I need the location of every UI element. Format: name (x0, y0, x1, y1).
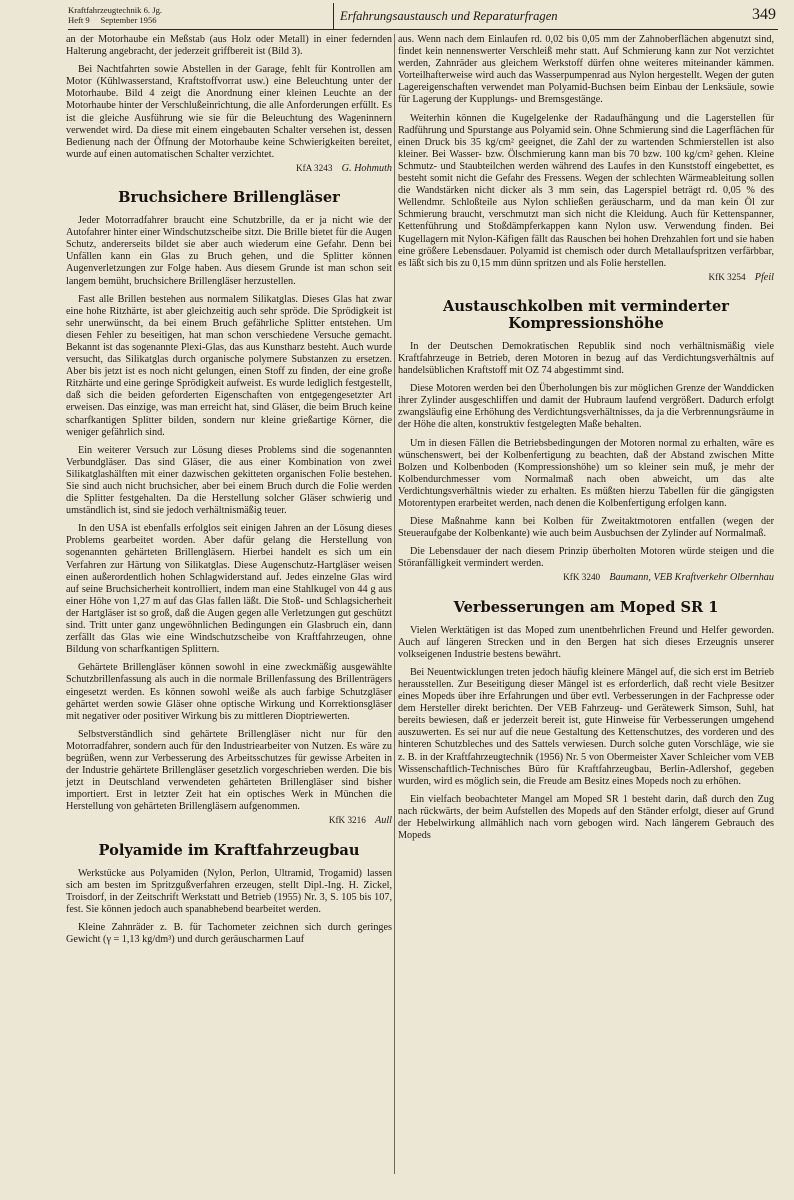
paragraph (398, 341, 774, 377)
paragraph (66, 523, 392, 656)
author-name: Aull (375, 815, 392, 827)
paragraph-text: Fast alle Brillen bestehen aus normalem Silikatglas. Dieses Glas hat zwar eine hohe Ritzhärte, ist aber gleichzeitig auch sehr spröde. Die Sprödigkeit ist sehr unerwünscht, da bei einem Bruch gefährliche Splitter entstehen. Um diesen Fehler zu beseitigen, hat man schon verschiedene Versuche gemacht. Bekannt ist das sogenannte Plexi-Glas, das aus Kunstharz besteht. Auch wurde versucht, das Silikatglas durch organische polymere Substanzen zu ersetzen. Aber bis jetzt ist es noch nicht gelungen, einen Stoff zu finden, der eine große Ritzhärte und eine geringe Sprödigkeit aufweist. Es wurde lediglich festgestellt, daß sich die beiden geforderten Eigenschaften von entgegengesetzter Art erweisen. Das einzige, was man erreicht hat, sind Gläser, die beim Bruch keine scharfkantigen Splitter bilden, sondern nur kleine grießartige Körner, die weniger gefährlich sind. (66, 293, 392, 438)
paragraph-text: Gehärtete Brillengläser können sowohl in eine zweckmäßig ausgewählte Schutzbrillenfassung als auch in die normale Brillenfassung des Brillenträgers eingesetzt werden. Es können sowohl weiße als auch farbige Schutzgläser gehärtet werden sowie Gläser ohne optische Wirkung und Korrektionsgläser mit negativer oder positiver Wirkung bis zu mittleren Dioptriewerten. (66, 662, 392, 722)
paragraph-text: Ein vielfach beobachteter Mangel am Moped SR 1 besteht darin, daß durch den Zug nach rückwärts, der beim Aufstellen des Mopeds auf den Ständer erfolgt, dieser auf Grund der Hebelwirkung allmählich nach vorn gebogen wird. Nach längerem Gebrauch des Mopeds (398, 793, 774, 842)
paragraph (398, 667, 774, 788)
journal-info (68, 5, 162, 25)
paragraph (66, 922, 392, 946)
paragraph-text: Weiterhin können die Kugelgelenke der Radaufhängung und die Lagerstellen für Radführung und Spurstange aus Polyamid sein. Ohne Schmierung sind die Lagerflächen für einen Druck bis 35 kg/cm² geeignet, die Zahl der zu wartenden Schmierstellen ist also kleiner. Bei Wasser- bzw. Ölschmierung kann man bis 70 bzw. 100 kg/cm² gehen. Kleine Schmutz- und Staubteilchen werden während des Laufes in den Kunststoff eingebettet, es besteht somit nicht die Gefahr des Fressens. Wegen der schlechten Wärmeableitung sollen die Wandstärken nicht dicker als 3 mm sein, das Lagerspiel beträgt rd. 0,05 % des Wellendmr. Schloßteile aus Nylon schließen geräuscharm, und da man kein Öl zur Schmierung braucht, verschmutzt man sich nicht die Kleidung. Auch für Kettenspanner, Kettenführung und Stoßdämpferkappen kann Nylon usw. Verwendung finden. Bei Kugellagern mit Nylon-Käfigen fällt das Rauschen bei hohen Drehzahlen fort und sie haben eine größere Lebensdauer. Polyamid ist chemisch oder durch Metallaufspritzen verfärbbar, es läßt sich bis zu 0,15 mm dünn spritzen und als Folie herstellen. (398, 112, 774, 269)
article-code: KfA 3243 (295, 162, 333, 173)
journal-line-1: Kraftfahrzeugtechnik 6. Jg. (68, 5, 163, 15)
paragraph (66, 445, 392, 518)
article-code: KfK 3254 (708, 271, 746, 282)
paragraph-text: an der Motorhaube ein Meßstab (aus Holz oder Metall) in einer federnden Halterung angebracht, der jederzeit griffbereit ist (Bild 3). (66, 34, 392, 58)
article-heading: Bruchsichere Brillengläser (118, 189, 340, 207)
paragraph (66, 868, 392, 916)
paragraph (66, 34, 392, 58)
paragraph-text: Kleine Zahnräder z. B. für Tachometer zeichnen sich durch geringes Gewicht (γ = 1,13 kg/dm³) und durch geräuscharmen Lauf (66, 921, 392, 945)
paragraph-text: Um in diesen Fällen die Betriebsbedingungen der Motoren normal zu erhalten, wäre es wünschenswert, bei der Kolbenfertigung zu beachten, daß der Abstand zwischen Mitte Bolzen und Kolbenboden (Kompressionshöhe) um so kleiner sein muß, je mehr der Kolbendurchmesser vom Normalmaß nach oben abweicht, um das alte Verdichtungsverhältnis wieder zu erhalten. Es müßten hierzu Tabellen für die gängigsten Motorentypen erarbeitet werden, nach denen die Kolbenfertigung erfolgen kann. (398, 437, 774, 509)
author-signature (398, 571, 774, 584)
paragraph-text: Diese Maßnahme kann bei Kolben für Zweitaktmotoren entfallen (wegen der Steueraufgabe der Kolbenkante) wie auch beim Ausbuchsen der Zylinder auf Normalmaß. (398, 516, 774, 540)
paragraph (398, 34, 774, 107)
paragraph (398, 383, 774, 431)
page-number: 349 (752, 6, 776, 23)
paragraph-text: Diese Motoren werden bei den Überholungen bis zur möglichen Grenze der Wanddicken ihrer Zylinder ausgeschliffen und damit der Hubraum laufend vergrößert. Dadurch erfolgt zwangsläufig eine Erhöhung des Verdichtungsverhältnisses, da ja die Verbrennungsräume in der Höhe die alten, konstruktiv festgelegten Maße behalten. (398, 383, 774, 431)
paragraph (398, 794, 774, 842)
paragraph-text: In den USA ist ebenfalls erfolglos seit einigen Jahren an der Lösung dieses Problems gearbeitet worden. Aber dafür gelang die Herstellung von sogenannten gehärteten Brillengläsern. Hierbei handelt es sich um ein Verfahren zur Härtung von Silikatglas. Diese Augenschutz-Hartgläser weisen einen außerordentlich hohen Schlagwiderstand auf. Jedes einzelne Glas wird auf seine Bruchsicherheit kontrolliert, indem man eine Stahlkugel von 44 g aus einer Höhe von 1,27 m auf das Glas fallen läßt. Die Stoß- und Schlagsicherheit der Hartgläser ist so groß, daß die Augen gegen alle Verletzungen gut geschützt sind. Tritt unter ganz ungewöhnlichen Bedingungen ein Glasbruch ein, dann zerfällt das Glas wie eine Windschutzscheibe von Kraftfahrzeugen, ohne Bildung von scharfkantigen Splittern. (66, 523, 392, 656)
paragraph (398, 546, 774, 584)
right-column (398, 34, 774, 848)
paragraph-text: aus. Wenn nach dem Einlaufen rd. 0,02 bis 0,05 mm der Zahnoberflächen abgenutzt sind, findet kein nennenswerter Verschleiß mehr statt. Auf Schmierung kann zur Not verzichtet werden, Zahnräder aus gleichem Werkstoff dürfen ohne weiteres miteinander kämmen. Vorteilhafterweise wird auch das Wasserpumpenrad aus Nylon hergestellt. Wegen der guten Lagereigenschaften verwendet man Polyamid-Buchsen beim Einbau der Lenksäule, sowie für Lagerung der Kupplungs- und Bremsgestänge. (398, 34, 774, 106)
running-header (68, 3, 778, 30)
paragraph-text: Jeder Motorradfahrer braucht eine Schutzbrille, da er ja nicht wie der Autofahrer hinter einer Windschutzscheibe sitzt. Die Brille bietet für die Augen Schutz, andererseits bildet sie aber auch wiederum eine Gefahr. Denn bei Unfällen kann ein Glas zu Bruch gehen, und die Splitter können Augenverletzungen zur Folge haben. Aus diesem Grunde ist man schon seit langem bemüht, bruchsichere Brillengläser herzustellen. (66, 215, 392, 287)
paragraph-text: Ein weiterer Versuch zur Lösung dieses Problems sind die sogenannten Verbundgläser. Das sind Gläser, die aus einer Kombination von zwei Silikatglashälften mit einer dazwischen gekitteten organischen Folie bestehen. Sie sind auch nicht bruchsicher, aber bei einem Bruch durch die Folie werden die Splitter festgehalten. Da die Herstellung solcher Gläser schwierig und umständlich ist, sind sie jedoch verhältnismäßig teuer. (66, 444, 392, 517)
author-signature (66, 814, 392, 827)
paragraph-text: Die Lebensdauer der nach diesem Prinzip überholten Motoren würde steigen und die Störanfälligkeit vermindert werden. (398, 546, 774, 570)
header-divider (333, 3, 334, 29)
paragraph (66, 215, 392, 288)
author-signature (66, 162, 392, 175)
article-heading: Polyamide im Kraftfahrzeugbau (98, 841, 360, 859)
journal-line-2: Heft 9 September 1956 (68, 15, 157, 25)
author-name: Baumann, VEB Kraftverkehr Olbernhau (609, 572, 774, 584)
author-name: Pfeil (754, 271, 774, 283)
author-signature (398, 271, 774, 284)
article-code: KfK 3216 (328, 815, 366, 826)
paragraph (66, 729, 392, 828)
paragraph-text: Werkstücke aus Polyamiden (Nylon, Perlon, Ultramid, Trogamid) lassen sich am besten im Spritzgußverfahren erzeugen, stellt Dipl.-Ing. H. Zickel, Troisdorf, in der Zeitschrift Werkstatt und Betrieb (1955) Nr. 3, S. 105 bis 107, fest. Sie können jedoch auch spanabhebend bearbeitet werden. (66, 867, 392, 915)
article-heading: Austauschkolben mit verminderter Kompressionshöhe (443, 297, 729, 332)
paragraph-text: In der Deutschen Demokratischen Republik sind noch verhältnismäßig viele Kraftfahrzeuge in Betrieb, deren Motoren in bezug auf das Verdichtungsverhältnis auf handelsüblichen Kraftstoff mit OZ 74 abgestimmt sind. (398, 340, 774, 377)
author-name: G. Hohmuth (341, 162, 392, 174)
paragraph (398, 438, 774, 511)
paragraph-text: Selbstverständlich sind gehärtete Brillengläser nicht nur für den Motorradfahrer, sondern auch für den Industriearbeiter von Nutzen. Es wäre zu begrüßen, wenn zur Verbesserung des Arbeitsschutzes für gewisse Arbeiten in der Industrie gehärtete Brillengläser gesetzlich vorgeschrieben werden. Die bis jetzt in Deutschland verwendeten gehärteten Brillengläser sind bisher importiert. Erst in letzter Zeit hat ein optisches Werk in München die Herstellung von gehärteten Brillengläsern aufgenommen. (66, 728, 392, 813)
paragraph (398, 516, 774, 540)
paragraph (66, 294, 392, 439)
column-rule (394, 34, 395, 1174)
paragraph (66, 662, 392, 722)
paragraph-text: Vielen Werktätigen ist das Moped zum unentbehrlichen Freund und Helfer geworden. Auch auf längeren Strecken und in den Bergen hat sich dieses Erzeugnis unserer volkseigenen Industrie bestens bewährt. (398, 624, 774, 660)
paragraph (398, 625, 774, 661)
paragraph-text: Bei Nachtfahrten sowie Abstellen in der Garage, fehlt für Kontrollen am Motor (Kühlwasserstand, Kraftstoffvorrat usw.) eine Beleuchtung unter der Motorhaube. Bild 4 zeigt die Anordnung einer kleinen Leuchte an der Motorhaube hinter der Verschlußeinrichtung, die alle Anforderungen erfüllt. Es ist die gleiche Ausführung wie sie für die Beleuchtung des Wageninnern verwendet wird. Da diese mit einem eingebauten Schalter versehen ist, dessen Bedienung nach der Öffnung der Motorhaube keine Schwierigkeiten bereitet, wurde auf einen automatischen Schalter verzichtet. (66, 64, 392, 160)
left-column (66, 34, 392, 952)
paragraph (66, 64, 392, 175)
article-code: KfK 3240 (563, 572, 601, 583)
paragraph (398, 113, 774, 284)
article-heading: Verbesserungen am Moped SR 1 (453, 598, 719, 616)
section-title: Erfahrungsaustausch und Reparaturfragen (340, 9, 558, 23)
paragraph-text: Bei Neuentwicklungen treten jedoch häufig kleinere Mängel auf, die sich erst im Betrieb herausstellen. Zur Beseitigung dieser Mängel ist es erforderlich, daß recht viele Besitzer eines Mopeds über ihre Erfahrungen und über evtl. Verbesserungen in der Fachpresse oder dem Hersteller direkt berichten. Der VEB Fahrzeug- und Gerätewerk Simson, Suhl, hat bereits bewiesen, daß er jederzeit bereit ist, gute Hinweise für Verbesserungen umgehend auszuwerten. Es sei nur auf die neue Gestaltung des Kettenschutzes, des vorderen und des hinteren Schutzbleches und des Sattels verwiesen. Durch solche guten Vorschläge, wie sie z. B. in der Kraftfahrzeugtechnik (1956) Nr. 5 von Obermeister Xaver Schleicher vom VEB Wissenschaftlich-Technisches Büro für Kraftfahrzeugbau, Berlin-Adlershof, gegeben wurden, wird es möglich sein, die Freude am Besitz eines Mopeds noch zu erhöhen. (398, 666, 774, 787)
